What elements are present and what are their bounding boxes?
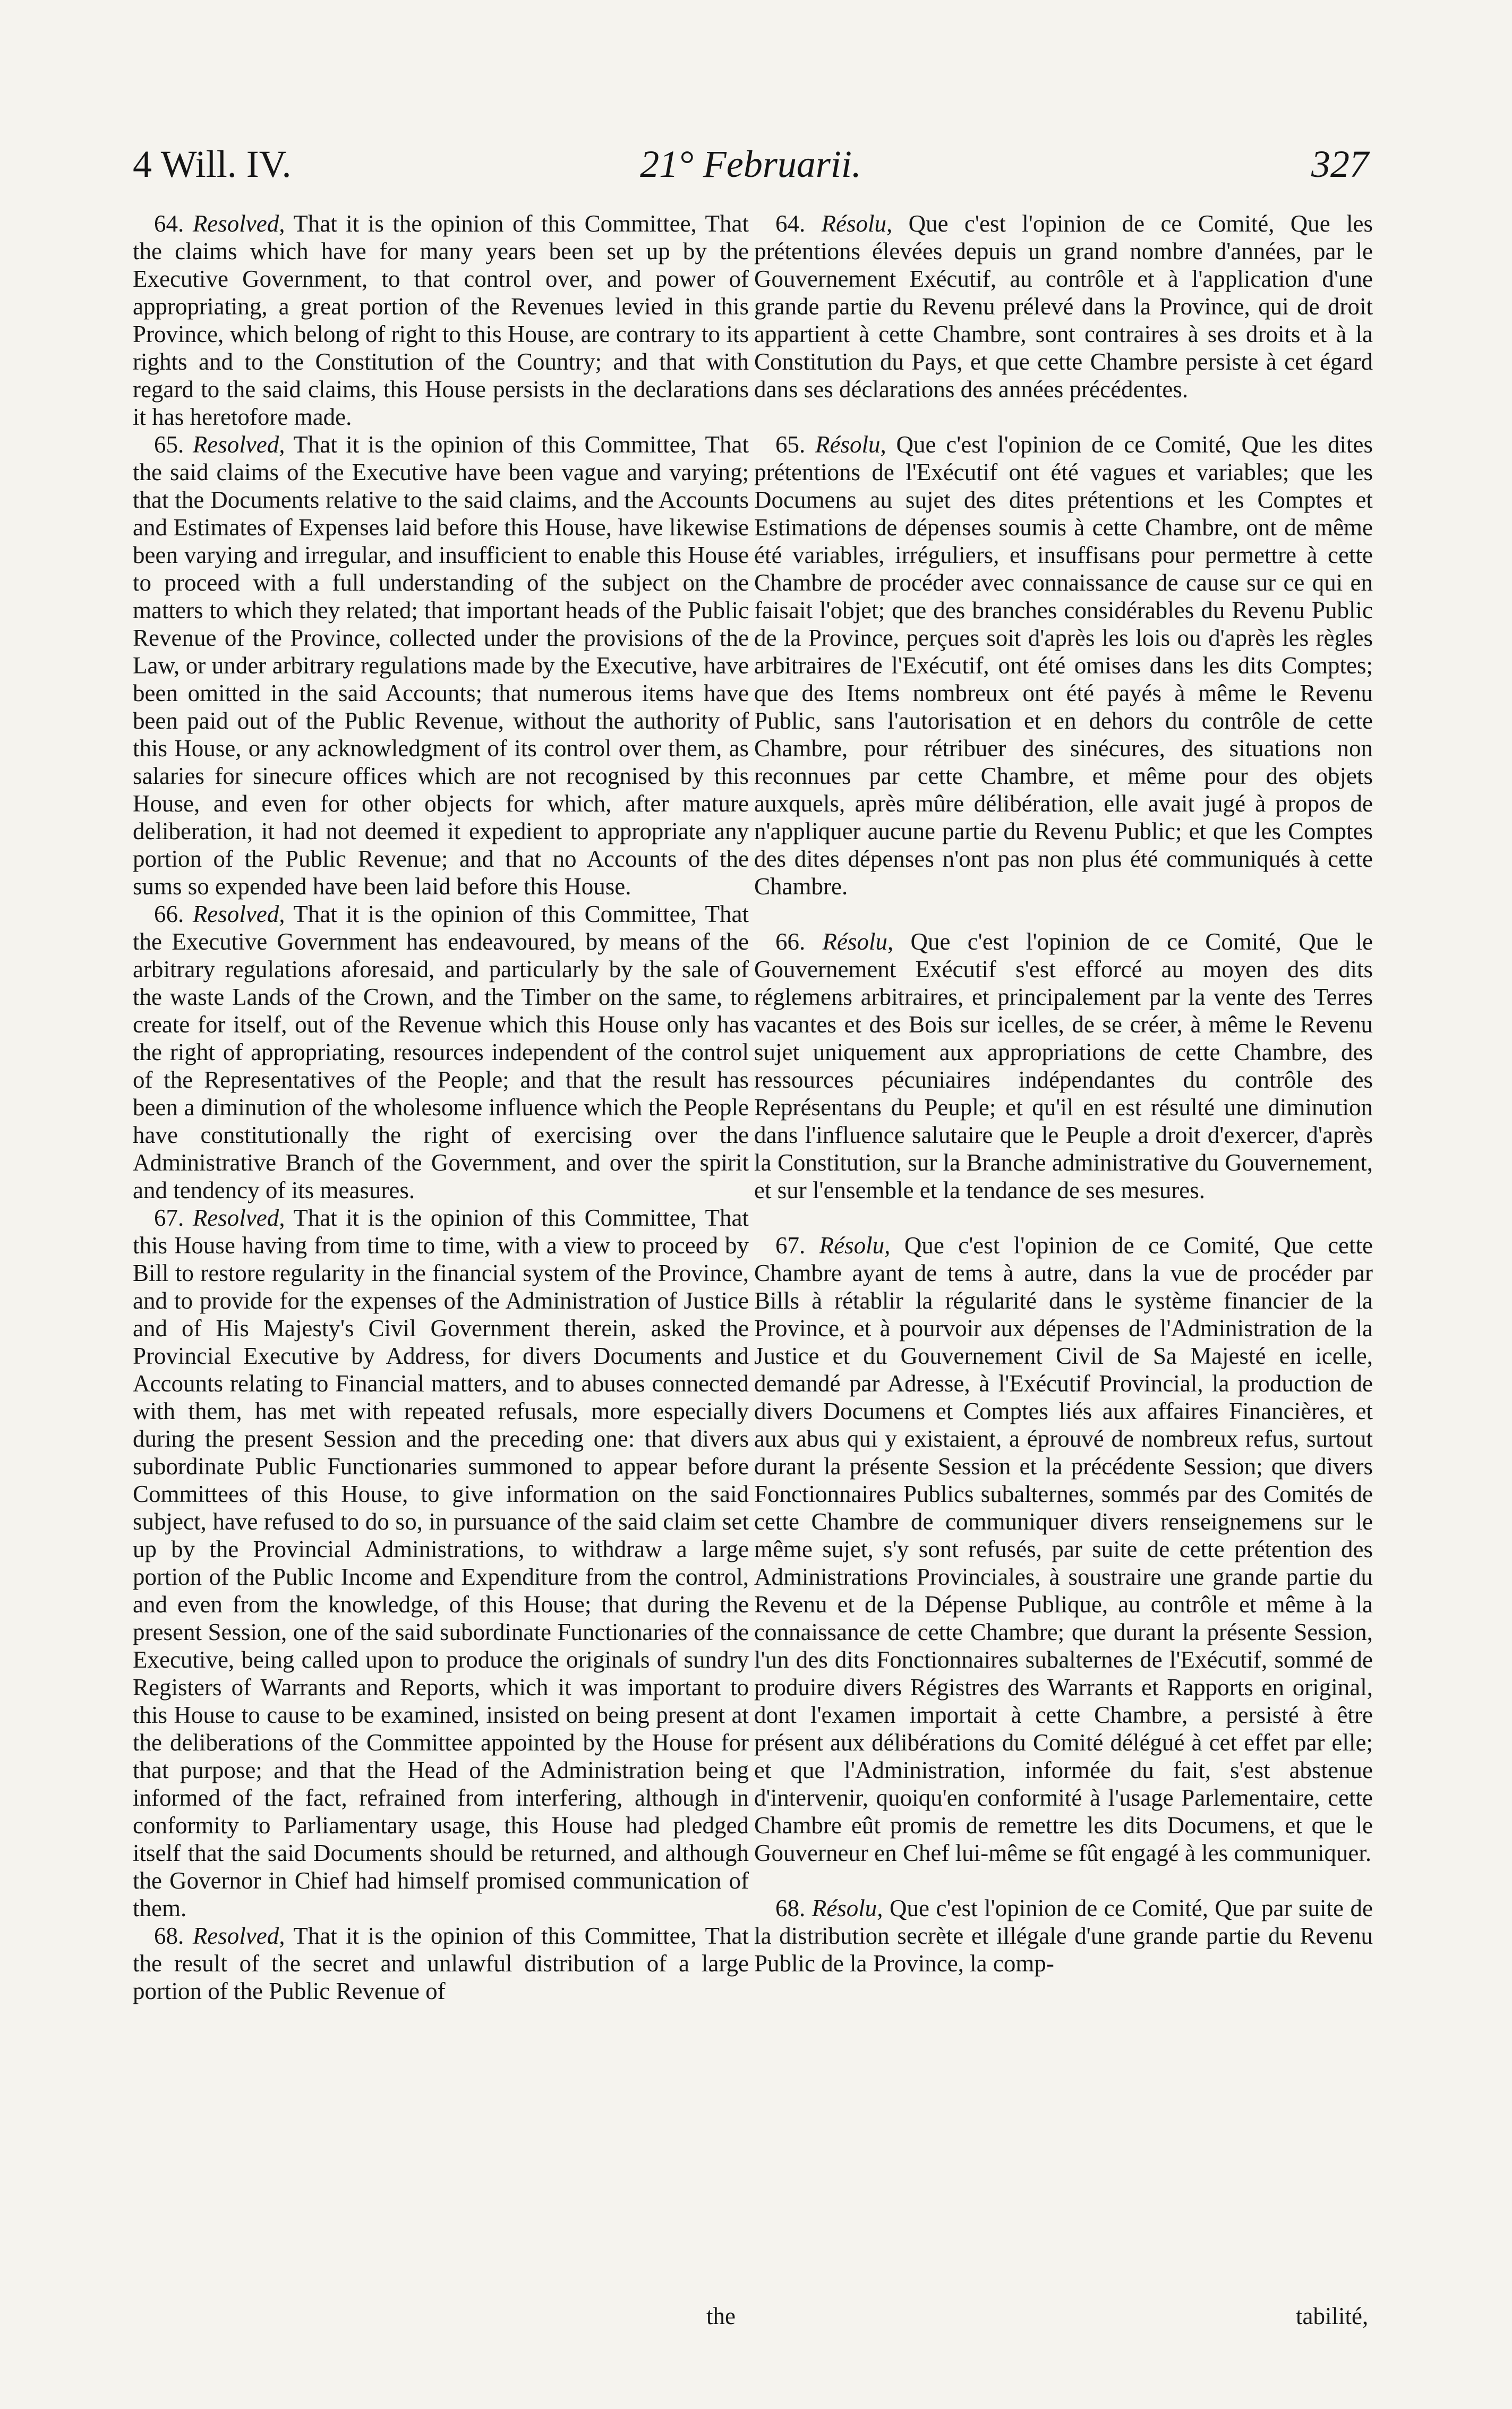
resolution-text: Que c'est l'opinion de ce Comité, Que les prétentions élevées depuis un grand nombre d'années, par le Gouvernement Exécutif, au contrôle et à l'application d'une grande partie du Revenu prélevé dans la Province, qui de droit appartient à cette Chambre, sont contraires à ses droits et à la Constitution du Pays, et que cette Chambre persiste à cet égard dans ses déclarations des années précédentes.: [754, 210, 1373, 403]
resolution-text: That it is the opinion of this Committee, That the said claims of the Executive have been vague and varying; that the Documents relative to the said claims, and the Accounts and Estimates of Expenses laid before this House, have likewise been varying and irregular, and insufficient to enable this House to proceed with a full understanding of the subject on the matters to which they related; that important heads of the Public Revenue of the Province, collected under the provisions of the Law, or under arbitrary regulations made by the Executive, have been omitted in the said Accounts; that numerous items have been paid out of the Public Revenue, without the authority of this House, or any acknowledgment of its control over them, as salaries for sinecure offices which are not recognised by this House, and even for other objects for which, after mature deliberation, it had not deemed it expedient to appropriate any portion of the Public Revenue; and that no Accounts of the sums so expended have been laid before this House.: [133, 431, 749, 900]
resolution-text: That it is the opinion of this Committee, That the claims which have for many years been set up by the Executive Government, to that control over, and power of appropriating, a great portion of the Revenues levied in this Province, which belong of right to this House, are contrary to its rights and to the Constitution of the Country; and that with regard to the said claims, this House persists in the declarations it has heretofore made.: [133, 210, 749, 430]
resolution-number: 68.: [154, 1923, 184, 1949]
resolution-text: Que c'est l'opinion de ce Comité, Que le Gouvernement Exécutif s'est efforcé au moyen des dits réglemens arbitraires, et principalement par la vente des Terres vacantes et des Bois sur icelles, de se créer, à même le Revenu sujet uniquement aux appropriations de cette Chambre, des ressources pécuniaires indépendantes du contrôle des Représentans du Peuple; et qu'il en est résulté une diminution dans l'influence salutaire que le Peuple a droit d'exercer, d'après la Constitution, sur la Branche administrative du Gouvernement, et sur l'ensemble et la tendance de ses mesures.: [754, 928, 1373, 1203]
english-column: [133, 210, 749, 2005]
resolution-number: 67.: [775, 1232, 806, 1259]
resolution-65-fr: [754, 431, 1373, 900]
resolved-label: Resolved,: [192, 901, 285, 927]
regnal-year: 4 Will. IV.: [133, 143, 292, 185]
resolution-number: 65.: [775, 431, 806, 458]
resolution-number: 64.: [775, 210, 806, 237]
resolution-68-en: [133, 1922, 749, 2005]
resolution-64-en: [133, 210, 749, 431]
resolution-number: 67.: [154, 1204, 184, 1231]
resolution-64-fr: [754, 210, 1373, 403]
resolution-66-fr: [754, 928, 1373, 1204]
resolved-label: Résolu,: [821, 210, 893, 237]
resolution-text: That it is the opinion of this Committee, That the Executive Government has endeavoured, by means of the arbitrary regulations aforesaid, and particularly by the sale of the waste Lands of the Crown, and the Timber on the same, to create for itself, out of the Revenue which this House only has the right of appropriating, resources independent of the control of the Representatives of the People; and that the result has been a diminution of the wholesome influence which the People have constitutionally the right of exercising over the Administrative Branch of the Government, and over the spirit and tendency of its measures.: [133, 901, 749, 1203]
resolution-number: 64.: [154, 210, 184, 237]
resolved-label: Résolu,: [815, 431, 886, 458]
resolution-text: Que c'est l'opinion de ce Comité, Que cette Chambre ayant de tems à autre, dans la vue de procéder par Bills à rétablir la régularité dans le système financier de la Province, et à pourvoir aux dépenses de l'Administration de la Justice et du Gouvernement Civil de Sa Majesté en icelle, demandé par Adresse, à l'Exécutif Provincial, la production de divers Documens et Comptes liés aux affaires Financières, et aux abus qui y existaient, a éprouvé de nombreux refus, surtout durant la présente Session et la précédente Session; que divers Fonctionnaires Publics subalternes, sommés par des Comités de cette Chambre de communiquer divers renseignemens sur le même sujet, s'y sont refusés, par suite de cette prétention des Administrations Provinciales, à soustraire une grande partie du Revenu et de la Dépense Publique, au contrôle et même à la connaissance de cette Chambre; que durant la présente Session, l'un des dits Fonctionnaires subalternes de l'Exécutif, sommé de produire divers Régistres des Warrants et Rapports en original, dont l'examen importait à cette Chambre, a persisté à être présent aux délibérations du Comité délégué à cet effet par elle; et que l'Administration, informée du fait, s'est abstenue d'intervenir, quoiqu'en conformité à l'usage Parlementaire, cette Chambre eût promis de remettre les dits Documens, et que le Gouverneur en Chef lui-même se fût engagé à les communiquer.: [754, 1232, 1373, 1866]
resolution-text: That it is the opinion of this Committee, That the result of the secret and unlawful distribution of a large portion of the Public Revenue of: [133, 1923, 749, 2004]
resolution-number: 65.: [154, 431, 184, 458]
date-heading: 21° Februarii.: [640, 143, 861, 185]
resolved-label: Resolved,: [192, 1923, 285, 1949]
resolved-label: Résolu,: [819, 1232, 891, 1259]
resolved-label: Resolved,: [192, 210, 285, 237]
resolution-67-en: [133, 1204, 749, 1922]
resolved-label: Résolu,: [822, 928, 894, 955]
resolved-label: Resolved,: [192, 431, 285, 458]
english-catchword: the: [706, 2303, 736, 2329]
resolution-number: 68.: [775, 1895, 806, 1921]
resolution-text: That it is the opinion of this Committee, That this House having from time to time, with a view to proceed by Bill to restore regularity in the financial system of the Province, and to provide for the expenses of the Administration of Justice and of His Majesty's Civil Government therein, asked the Provincial Executive by Address, for divers Documents and Accounts relating to Financial matters, and to abuses connected with them, has met with repeated refusals, more especially during the present Session and the preceding one: that divers subordinate Public Functionaries summoned to appear before Committees of this House, to give information on the said subject, have refused to do so, in pursuance of the said claim set up by the Provincial Administrations, to withdraw a large portion of the Public Income and Expenditure from the control, and even from the knowledge, of this House; that during the present Session, one of the said subordinate Functionaries of the Executive, being called upon to produce the originals of sundry Registers of Warrants and Reports, which it was important to this House to cause to be examined, insisted on being present at the deliberations of the Committee appointed by the House for that purpose; and that the Head of the Administration being informed of the fact, refrained from interfering, although in conformity to Parliamentary usage, this House had pledged itself that the said Documents should be returned, and although the Governor in Chief had himself promised communication of them.: [133, 1204, 749, 1921]
resolution-67-fr: [754, 1232, 1373, 1867]
resolution-66-en: [133, 900, 749, 1204]
resolution-number: 66.: [154, 901, 184, 927]
resolution-text: Que c'est l'opinion de ce Comité, Que les dites prétentions de l'Exécutif ont été vagues et variables; que les Documens au sujet des dites prétentions et les Comptes et Estimations de dépenses soumis à cette Chambre, ont de même été variables, irréguliers, et insuffisans pour permettre à cette Chambre de procéder avec connaissance de cause sur ce qui en faisait l'objet; que des branches considérables du Revenu Public de la Province, perçues soit d'après les lois ou d'après les règles arbitraires de l'Exécutif, ont été omises dans les dits Comptes; que des Items nombreux ont été payés à même le Revenu Public, sans l'autorisation et en dehors du contrôle de cette Chambre, pour rétribuer des sinécures, des situations non reconnues par cette Chambre, et même pour des objets auxquels, après mûre délibération, elle avait jugé à propos de n'appliquer aucune partie du Revenu Public; et que les Comptes des dites dépenses n'ont pas non plus été communiqués à cette Chambre.: [754, 431, 1373, 900]
resolution-68-fr: [754, 1894, 1373, 1977]
running-header: [133, 135, 1369, 194]
resolution-number: 66.: [775, 928, 806, 955]
french-catchword: tabilité,: [1296, 2303, 1369, 2329]
resolution-65-en: [133, 431, 749, 900]
french-column: [754, 210, 1373, 2005]
page-number: 327: [1311, 143, 1369, 185]
resolved-label: Resolved,: [192, 1204, 285, 1231]
resolution-text: Que c'est l'opinion de ce Comité, Que par suite de la distribution secrète et illégale d'une grande partie du Revenu Public de la Province, la comp-: [754, 1895, 1373, 1977]
resolved-label: Résolu,: [811, 1895, 883, 1921]
